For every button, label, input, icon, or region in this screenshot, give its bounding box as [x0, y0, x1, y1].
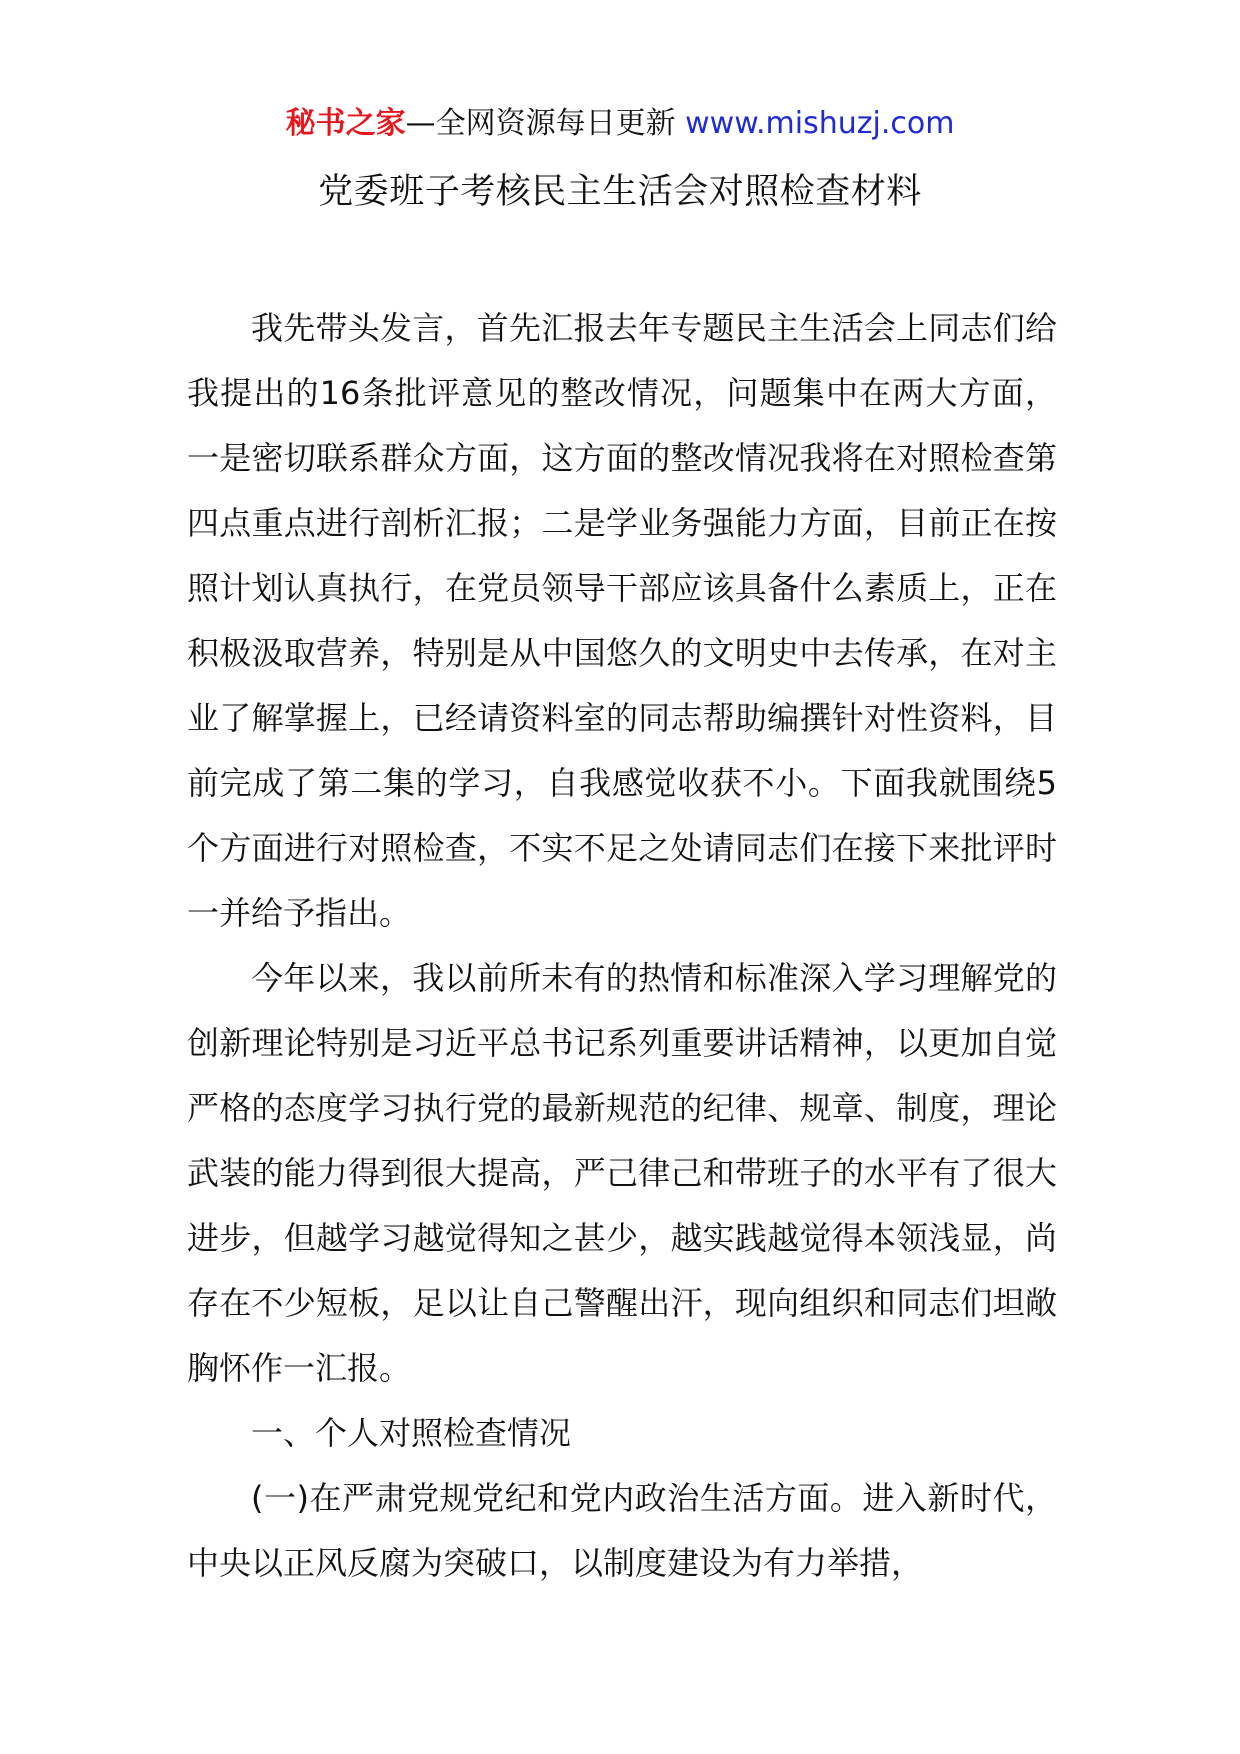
paragraph-subsection-1: (一)在严肃党规党纪和党内政治生活方面。进入新时代，中央以正风反腐为突破口，以制度建设为有力举措， [187, 1479, 1057, 1582]
site-header [0, 104, 1240, 144]
document-title: 党委班子考核民主生活会对照检查材料 [318, 172, 922, 212]
site-url-link[interactable]: www.mishuzj.com [685, 106, 955, 141]
document-body [187, 296, 1057, 1596]
paragraph-study: 今年以来，我以前所未有的热情和标准深入学习理解党的创新理论特别是习近平总书记系列重要讲话精神，以更加自觉严格的态度学习执行党的最新规范的纪律、规章、制度，理论武装的能力得到很大提高，严己律己和带班子的水平有了很大进步，但越学习越觉得知之甚少，越实践越觉得本领浅显，尚存在不少短板，足以让自己警醒出汗，现向组织和同志们坦敞胸怀作一汇报。 [187, 959, 1057, 1387]
header-tagline: —全网资源每日更新 [405, 106, 686, 141]
section-heading: 一、个人对照检查情况 [251, 1414, 572, 1452]
paragraph-intro: 我先带头发言，首先汇报去年专题民主生活会上同志们给我提出的16条批评意见的整改情况，问题集中在两大方面，一是密切联系群众方面，这方面的整改情况我将在对照检查第四点重点进行剖析汇报；二是学业务强能力方面，目前正在按照计划认真执行，在党员领导干部应该具备什么素质上，正在积极汲取营养，特别是从中国悠久的文明史中去传承，在对主业了解掌握上，已经请资料室的同志帮助编撰针对性资料，目前完成了第二集的学习，自我感觉收获不小。下面我就围绕5个方面进行对照检查，不实不足之处请同志们在接下来批评时一并给予指出。 [187, 309, 1057, 932]
brand-name: 秘书之家 [285, 106, 406, 141]
